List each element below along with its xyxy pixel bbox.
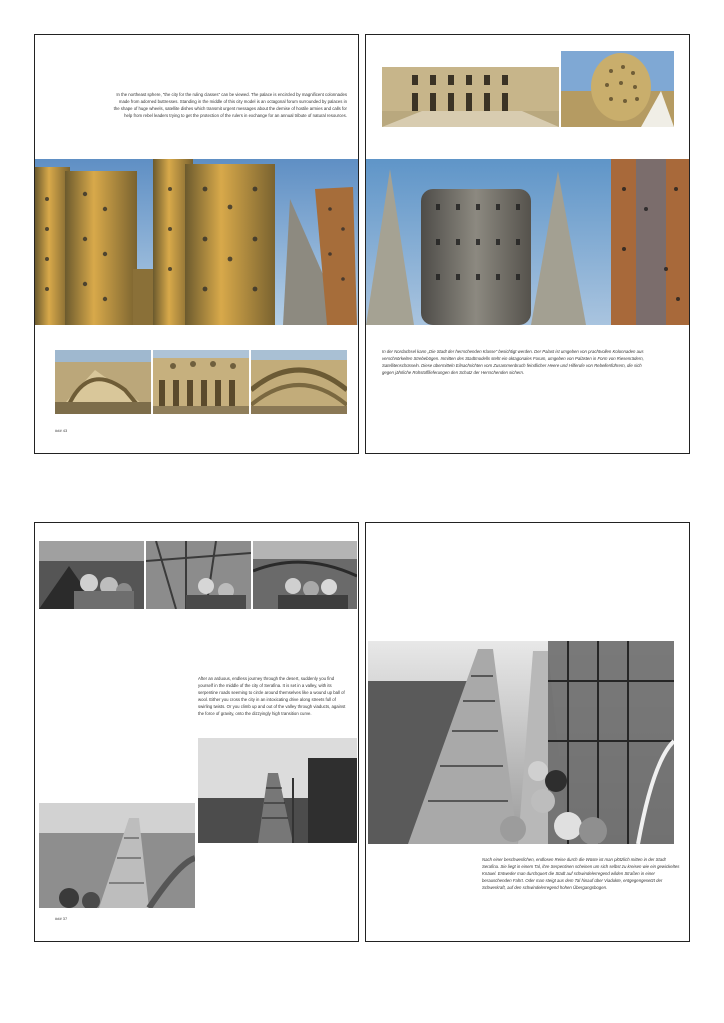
photo-coaster-viaduct	[198, 738, 357, 843]
photo-cylindrical-towers	[35, 159, 359, 325]
folio-bottom-left: ### 37	[55, 916, 68, 921]
photo-colonnade-right	[251, 350, 347, 414]
photo-colonnade-left	[55, 350, 151, 414]
page-top-right	[365, 34, 690, 454]
photo-riders-1	[39, 541, 144, 609]
photo-riders-2	[146, 541, 251, 609]
page-bottom-right	[365, 522, 690, 942]
caption-german-top: In der Nordachsel kann „Die Stadt der herrschenden Klasse“ besichtigt werden. Der Palast ist umgeben von prachtvollen Kolonnaden aus verschnörkelten Strebebögen. Inmitten des Stadtmodells steht ein oktagonales Forum, umgeben von Palästen in Form von Riesenrädern, Satellitenschüsseln. Diese übermitteln Eilnachrichten vom Zusammenbruch feindlicher Heere und Hilferufe von Rebellenführern, die sich gegen jährliche Rohstofflieferungen den Schutz der Herrschenden sichern.	[382, 349, 644, 375]
photo-wheel-palace	[561, 51, 674, 127]
photo-pyramids-tower	[366, 159, 690, 325]
caption-german-bottom: Nach einer beschwerlichen, endlosen Reise durch die Wüste ist man plötzlich mitten in der Stadt Serafina. Sie liegt in einem Tal, ihre Serpentinen scheinen um sich selbst zu kreisen wie ein gewickeltes Knäuel. Entweder man durchquert die Stadt auf schwindelerregend wilden Straßen in einer berauschenden Fahrt. Oder man steigt aus dem Tal hinauf über Viadukte, entgegengesetzt der Schwerkraft, auf den schwindelerregend hohen Übergangsbogen.	[482, 857, 680, 890]
page-bottom-left	[34, 522, 359, 942]
page-top-left	[34, 34, 359, 454]
photo-colonnade-center	[153, 350, 249, 414]
photo-coaster-large	[368, 641, 674, 844]
folio-top-left: ### 43	[55, 428, 68, 433]
caption-english-top: In the northeast sphere, “the city for the ruling classes” can be viewed. The palace is encircled by magnificent colonnades made from adorned buttresses. Standing in the middle of this city model is an octagonal forum surrounded by palaces in the shape of huge wheels, satellite dishes which transmit urgent messages about the demise of hostile armies and calls for help from rebel leaders trying to get the protection of the rulers in exchange for an annual tribute of natural resources.	[113, 92, 347, 118]
photo-riders-3	[253, 541, 357, 609]
caption-english-bottom: After an arduous, endless journey through the desert, suddenly you find yourself in the middle of the city of Serafina. It is set in a valley, with its serpentine roads seeming to circle around themselves like a wound up ball of wool. Either you cross the city in an intoxicating drive along streets full of swirling twists. Or you climb up and out of the valley through viaducts, against the force of gravity, onto the dizzyingly high transition curve.	[198, 676, 346, 716]
photo-courtyard	[382, 67, 559, 127]
photo-coaster-descent	[39, 803, 195, 908]
